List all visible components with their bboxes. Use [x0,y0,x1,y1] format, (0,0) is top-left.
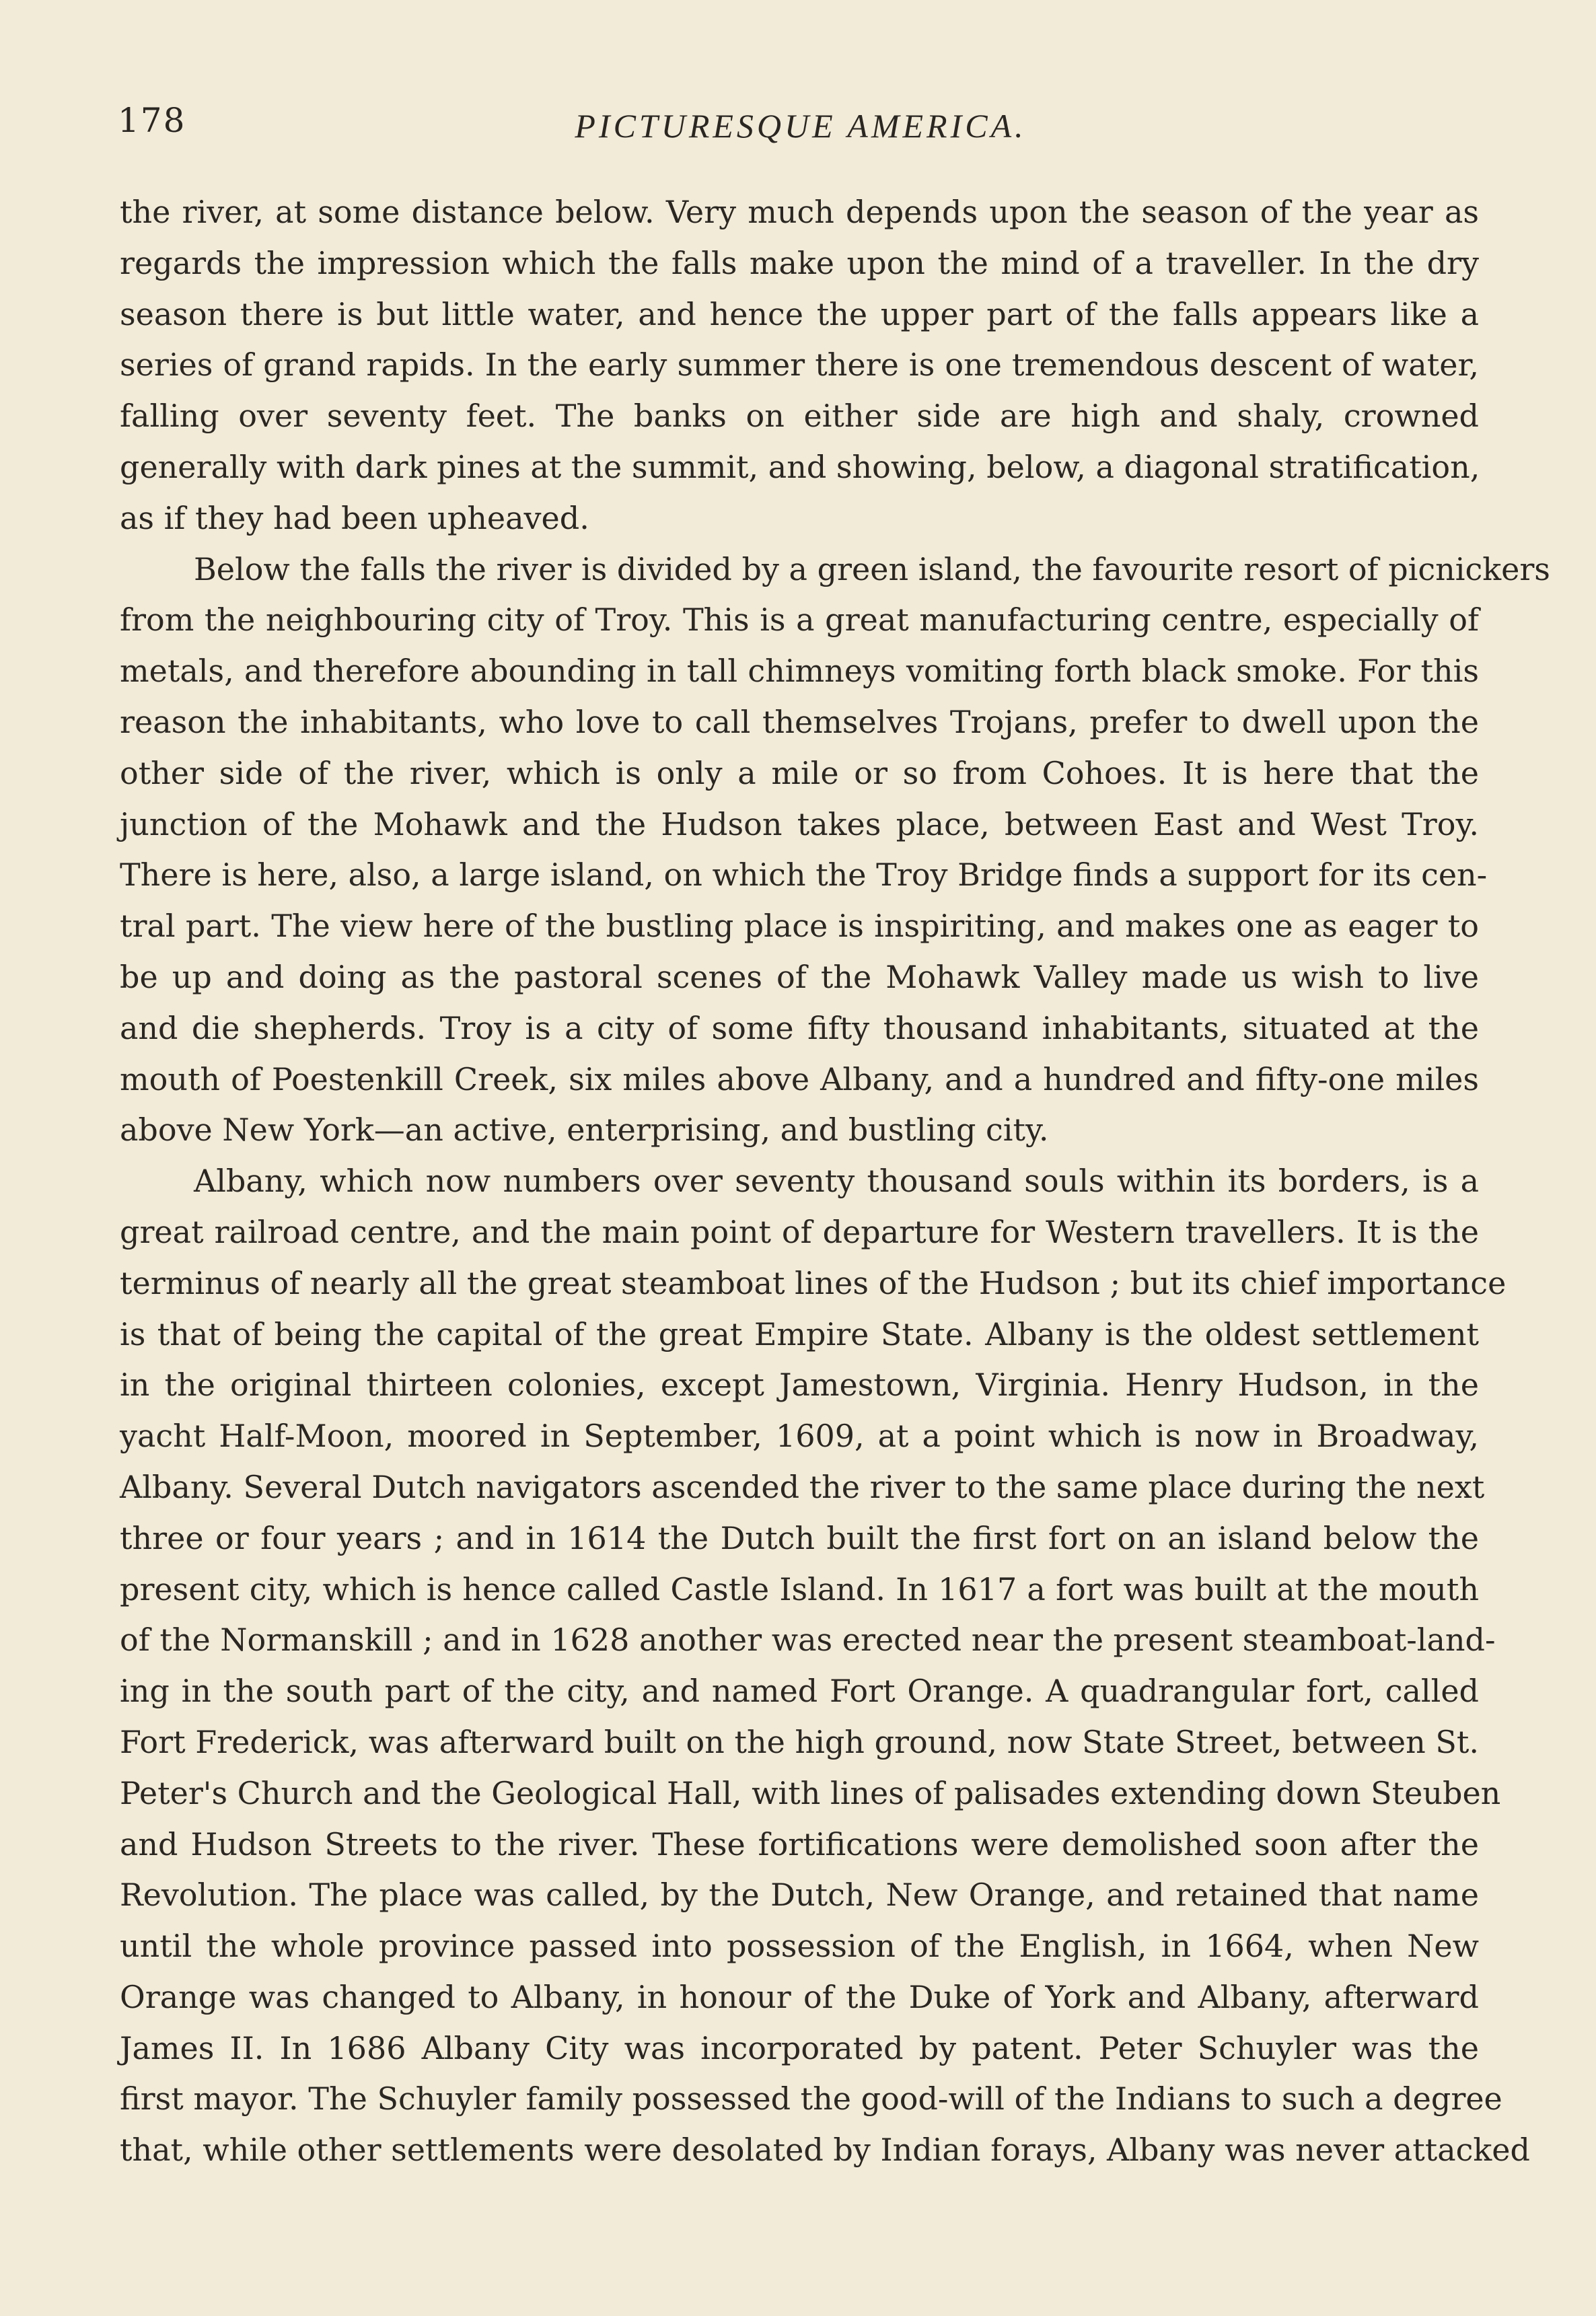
text-line: the river, at some distance below. Very much depends upon the season of the year as [120,194,1479,230]
text-line: mouth of Poestenkill Creek, six miles above Albany, and a hundred and fifty-one miles [120,1060,1479,1097]
text-line: yacht Half-Moon, moored in September, 1609, at a point which is now in Broadway, [120,1418,1479,1455]
text-line: series of grand rapids. In the early summer there is one tremendous descent of water, [120,347,1479,384]
text-line: Peter's Church and the Geological Hall, with lines of palisades extending down Steuben [120,1774,1501,1811]
paragraph-1 [120,187,1479,544]
text-line: Orange was changed to Albany, in honour of the Duke of York and Albany, afterward [120,1978,1479,2015]
text-line: Albany, which now numbers over seventy thousand souls within its borders, is a [194,1163,1479,1200]
text-line: above New York—an active, enterprising, and bustling city. [120,1112,1049,1149]
page-number: 178 [118,101,186,140]
text-line: There is here, also, a large island, on which the Troy Bridge finds a support for its cen- [120,857,1488,894]
text-line: Below the falls the river is divided by a green island, the favourite resort of picnickers [194,550,1550,587]
running-title: PICTURESQUE AMERICA. [575,107,1027,145]
text-line: Revolution. The place was called, by the Dutch, New Orange, and retained that name [120,1877,1479,1914]
paragraph-3 [120,1156,1530,2176]
text-line: James II. In 1686 Albany City was incorporated by patent. Peter Schuyler was the [120,2029,1479,2066]
text-line: and Hudson Streets to the river. These fortifications were demolished soon after the [120,1825,1479,1862]
text-line: generally with dark pines at the summit, and showing, below, a diagonal stratification, [120,448,1480,485]
text-line: junction of the Mohawk and the Hudson takes place, between East and West Troy. [120,805,1479,842]
text-line: that, while other settlements were desolated by Indian forays, Albany was never attacked [120,2132,1530,2169]
text-line: Fort Frederick, was afterward built on the high ground, now State Street, between St. [120,1723,1479,1760]
text-line: falling over seventy feet. The banks on either side are high and shaly, crowned [120,398,1479,435]
text-line: from the neighbouring city of Troy. This is a great manufacturing centre, especially of [120,602,1479,639]
text-line: three or four years ; and in 1614 the Dutch built the first fort on an island below the [120,1519,1479,1556]
text-line: terminus of nearly all the great steamboat lines of the Hudson ; but its chief importance [120,1264,1507,1301]
text-line: season there is but little water, and hence the upper part of the falls appears like a [120,295,1479,332]
text-line: of the Normanskill ; and in 1628 another was erected near the present steamboat-land- [120,1622,1496,1659]
text-line: regards the impression which the falls make upon the mind of a traveller. In the dry [120,244,1479,281]
text-line: be up and doing as the pastoral scenes of the Mohawk Valley made us wish to live [120,958,1479,995]
text-line: reason the inhabitants, who love to call themselves Trojans, prefer to dwell upon the [120,703,1479,740]
text-line: metals, and therefore abounding in tall chimneys vomiting forth black smoke. For this [120,653,1479,690]
text-line: as if they had been upheaved. [120,499,589,536]
running-head [118,101,1484,155]
paragraph-2 [120,544,1550,1157]
text-line: other side of the river, which is only a mile or so from Cohoes. It is here that the [120,754,1479,791]
text-line: is that of being the capital of the great Empire State. Albany is the oldest settlement [120,1315,1479,1352]
text-line: great railroad centre, and the main point of departure for Western travellers. It is the [120,1213,1479,1250]
text-line: and die shepherds. Troy is a city of some fifty thousand inhabitants, situated at the [120,1009,1479,1046]
text-line: first mayor. The Schuyler family possessed the good-will of the Indians to such a degree [120,2080,1502,2118]
text-line: in the original thirteen colonies, except Jamestown, Virginia. Henry Hudson, in the [120,1367,1479,1404]
text-line: ing in the south part of the city, and named Fort Orange. A quadrangular fort, called [120,1673,1479,1710]
text-line: Albany. Several Dutch navigators ascended the river to the same place during the next [120,1468,1485,1505]
text-line: tral part. The view here of the bustling place is inspiriting, and makes one as eager to [120,908,1479,945]
text-line: until the whole province passed into possession of the English, in 1664, when New [120,1928,1479,1965]
text-line: present city, which is hence called Castle Island. In 1617 a fort was built at the mouth [120,1570,1479,1607]
body-text [120,187,1550,2176]
